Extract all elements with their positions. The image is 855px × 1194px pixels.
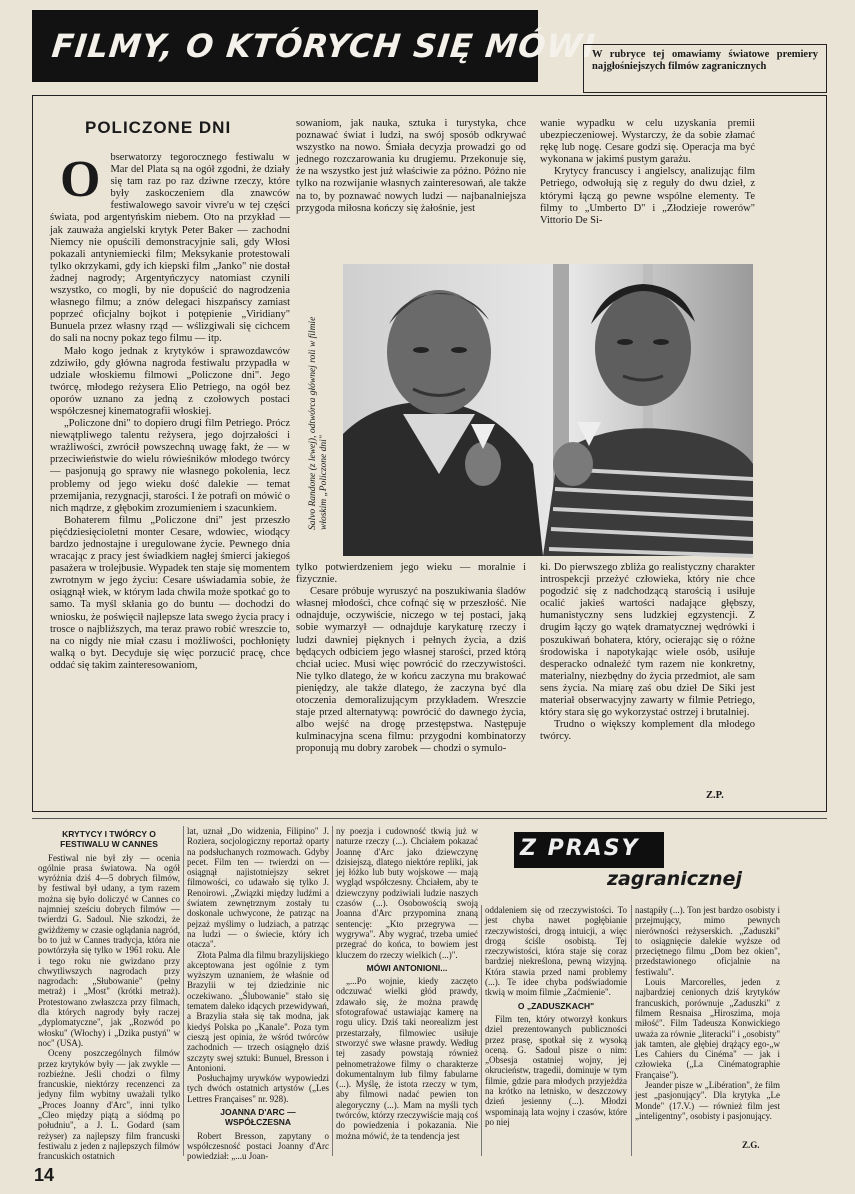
article-signature: Z.P. (706, 790, 724, 801)
rubric-note: W rubryce tej omawiamy światowe premiery najgłośniejszych filmów zagranicznych (583, 44, 827, 93)
photo-caption: Salvo Randone (z lewej), odtwórca głównej roli w filmie włoskim „Policzone dni" (308, 316, 329, 530)
press-logo-title: Z PRASY (520, 836, 640, 861)
paragraph: nastąpiły (...). Ton jest bardzo osobisty i przejmujący, mimo pewnych nierówności reżyserskich. „Zaduszki" to osiągnięcie dalekie wyższe od przeciętnego filmu „Dom bez okien", przedstawionego oficjalnie na festiwalu". (635, 905, 780, 977)
paragraph: oddaleniem się od rzeczywistości. To jest chyba nawet pogłębianie rzeczywistości, drogą intuicji, a więc drogą ściśle osobistą. Tej rzeczywistości, która staje się coraz bardziej niekreślona, pewną wizyjną. Która stawia przed nami problemy (...). Te idee chyba podświadomie tkwią w moim filmie „Zaćmienie". (485, 905, 627, 998)
column-rule (332, 826, 333, 1156)
paragraph: Festiwal nie był zły — ocenia ogólnie prasa światowa. Na ogół wyróżnia dziś 4—5 dobrych filmów, by festiwal był udany, a tym razem można się było doliczyć w Cannes co najmniej sześciu dobrych filmów — twierdzi G. Sadoul. Nie szkodzi, że gwiżdżemy w czasie oglądania nagród, bo to już w Cannes tradycja, która nie powtórzyła się tylko w 1961 roku. Ale i tego roku nie gwizdano przy chwytliwszych nagrodach przy nagrodach: „Słubowanie" (pełny metraż) i „Most" (krótki metraż). Protestowano zwłaszcza przy filmach, dla których nagrody były raczej „dyplomatyczne", jak „Rozwód po włosku" (Włochy) i „Dzika pustyń" w noc" (USA). (38, 852, 180, 1048)
paragraph: Bohaterem filmu „Policzone dni" jest przeszło pięćdziesięcioletni monter Cesare, wdowiec, wiodący bardzo jednostajne i uregulowane życie. Pewnego dnia wracając z pracy jest świadkiem nagłej śmierci jakiegoś pasażera w trolejbusie. Wypadek ten staje się momentem zwrotnym w jego życiu: Cesare uświadamia sobie, że osiągnął wiek, w którym lada chwila może spotkać go to samo. Ta myśl skłania go do buntu — dochodzi do wniosku, że poświęcił najlepsze lata swego życia pracy i trosce o najbliższych, ma teraz prawo robić wreszcie to, na co nigdy nie miał czasu i możliwości, pochłonięty walką o byt. Decyduje się więc porzucić pracę, chce oddać się takim zainteresowaniom, (50, 514, 290, 671)
paragraph: Krytycy francuscy i angielscy, analizując film Petriego, odwołują się z reguły do dwu dzieł, z którymi łączą go pewne wspólne elementy. Te filmy to „Umberto D" i „Złodzieje rowerów" Vittorio De Si- (540, 166, 755, 226)
press-column-2 (187, 826, 329, 1162)
paragraph: ki. Do pierwszego zbliża go realistyczny charakter introspekcji przeżyć człowieka, który nie chce pogodzić się z nadchodzącą starością i usiłuje ocalić jakieś wartości nadające głębszy, humanistyczny sens ludzkiej egzystencji. Z drugim łączy go wątek dramatycznej wędrówki i poszukiwań bohatera, który, ocierając się o różne środowiska i napotykając wiele osób, usiłuje desperacko odnaleźć tym razem nie konkretny, materialny, niezbędny do życia przedmiot, ale sam sens życia. Na miarę zaś obu dzieł De Siki jest materiał obserwacyjny zawarty w filmie Petriego, który stara się go wykorzystać ostrzej i brutalniej. (540, 562, 755, 719)
paragraph: bserwatorzy tegorocznego festiwalu w Mar del Plata są na ogół zgodni, że działy się tam raz po raz dziwne rzeczy, które były zaskoczeniem dla znawców festiwalowego savoir vivre'u w tej części świata, pod argentyńskim niebem. Oto na przykład — jak zauważa angielski krytyk Peter Baker — zachodni Niemcy nie opuścili demonstracyjnie sali, gdy Włosi pokazali antyniemiecki film; Meksykanie protestowali tylko okrzykami, gdy ich kiepski film „Janko" nie dostał żadnej nagrody; Argentyńczycy natomiast czynili wszystko, co mogli, by nie dopuścić do nagrodzenia własnego filmu; a znów delegaci hiszpańscy zamiast poprzeć oficjalny bojkot i potępienie „Viridiany" Bunuela przez własny rząd — wślizgiwali się cichcem do sali na nocny pokaz tego filmu — itp. (50, 152, 290, 345)
press-logo-subtitle: zagranicznej (607, 868, 742, 890)
press-column-5 (635, 905, 780, 1137)
paragraph: „Policzone dni" to dopiero drugi film Petriego. Prócz niewątpliwego talentu reżysera, jego dojrzałości i wrażliwości, zwrócił powszechną uwagę fakt, że — w przeciwieństwie do wielu rówieśników młodego twórcy — pasjonują go sprawy nie własnego pokolenia, lecz problemy od jego wieku dość dalekie — temat przemijania, rezygnacji, starości. I że potrafi on mówić o nich mądrze, z głębokim zrozumieniem i szacunkiem. (50, 418, 290, 514)
press-column-4 (485, 905, 627, 1156)
section-banner (32, 10, 598, 82)
paragraph: „...Po wojnie, kiedy zaczęto odczuwać wielki głód prawdy, zdawało się, że można prawdę sfotografować ustawiając kamerę na rogu ulicy. Dziś taki neorealizm jest przestarzały, filmowiec usiłuje stworzyć swe własne prawdy. Według tej zasady powstają również pełnometrażowe filmy o charakterze dokumentalnym lub filmy fabularne (...). Myślę, że istota rzeczy w tym, aby filmowi nadać pewien ton alegoryczny (...). Mam na myśli tych twórców, którzy rzeczywiście mają coś do powiedzenia i pokazania. Nie można mówić, że ta tendencja jest (336, 976, 478, 1141)
paragraph: Jeander pisze w „Libération", że film jest „pasjonujący". Dla krytyka „Le Monde" (17.V.) — również film jest „inteligentny", osobisty i pasjonujący. (635, 1080, 780, 1121)
column-rule (631, 905, 632, 1156)
paragraph: Trudno o większy komplement dla młodego twórcy. (540, 719, 755, 743)
film-still-photo (343, 264, 753, 556)
article-column-2-bottom (296, 562, 526, 808)
paragraph: Posłuchajmy urywków wypowiedzi tych dwóch ostatnich artystów („Les Lettres Françaises" nr. 928). (187, 1073, 329, 1104)
article-column-1 (50, 152, 290, 808)
article-title: POLICZONE DNI (85, 118, 232, 137)
drop-cap: O (60, 151, 101, 208)
paragraph: Film ten, który otworzył konkurs dziel prezentowanych publiczności przez prasę, spotkał się z wysoką oceną. G. Sadoul pisze o nim: „Obsesja ostatniej wojny, jej okrucieństw, tragedii, dominuje w tym filmie, gdzie para młodych przyjeżdża na krótko na letnisko, w deszczowy dzień jesienny (...). Młodzi wspominają lata wojny i czasów, które po niej (485, 1013, 627, 1127)
paragraph: sowaniom, jak nauka, sztuka i turystyka, chce poznawać świat i ludzi, na swój sposób odkrywać wszystko na nowo. Śmiała decyzja prowadzi go od jednego rozczarowania ku drugiemu. Przekonuje się, że na wszystko jest już właściwie za późno. Późno nie tylko na rozwijanie własnych zainteresowań, ale także na to, by poznawać nowych ludzi — najbanalniejsza przygoda miłosna kończy się żałośnie, jest (296, 118, 526, 214)
paragraph: Oceny poszczególnych filmów przez krytyków były — jak zwykle — rozbieżne. Jeśli chodzi o filmy francuskie, niektórzy recenzenci za jedyny film wybitny uważali tylko „Proces Joanny d'Arc", inni tylko „Cleo między piątą a siódmą po południu", a J. L. Godard (sam reżyser) za najlepszy film francuski festiwalu z jeden z najlepszych filmów francuskich ostatnich (38, 1048, 180, 1162)
paragraph: Złota Palma dla filmu brazylijskiego akceptowana jest ogólnie z tym wyższym uznaniem, że właśnie od Brazylii w tej dziedzinie nic oczekiwano. „Ślubowanie" stało się tematem daleko idących przewidywań, a Brazylia stała się tak modna, jak kiedyś Polska po „Kanale". Poza tym cieszą jest opinia, że wśród twórców zachodnich — trzech osiągnęło dziś szczyty swej sztuki: Bunuel, Bresson i Antonioni. (187, 949, 329, 1073)
section-divider (32, 818, 827, 819)
paragraph: Mało kogo jednak z krytyków i sprawozdawców zdziwiło, gdy główna nagroda festiwalu przypadła w udziale włoskiemu filmowi „Policzone dni". Jego twórcę, młodego reżysera Elio Petriego, na ogół bez oporów uznano za jedną z czołowych postaci współczesnej kinematografii włoskiej. (50, 345, 290, 417)
press-heading-antonioni: MÓWI ANTONIONI... (366, 962, 448, 973)
paragraph: ny poezja i cudowność tkwią już w naturze rzeczy (...). Chciałem pokazać Joannę d'Arc jako dziewczynę dzisiejszą, dlatego niektóre repliki, jak jej łóżko lub buty wojskowe — mają wygląd współczesny. Chciałem, aby te dziewczyny podziwiali ludzie naszych czasów (...). Osobowością swoją Joanna d'Arc przypomina znaną sentencję: „Kto przegrywa — wygrywa". Aby wygrać, trzeba umieć przegrać do końca, to bowiem jest kluczem do rzeczy wielkich (...)". (336, 826, 478, 960)
paragraph: lat, uznał „Do widzenia, Filipino" J. Roziera, socjologiczny reportaż oparty na podsłuchanych rozmowach. Gdyby pecet. Film ten — twierdzi on — osiągnął najistotniejszy sekret filmowości, co udawało się tylko J. Renoirowi. „Związki między ludźmi a światem zewnętrznym zostały tu doskonale uchwycone, że patrząc na pejzaż myślimy o ludziach, a patrząc na ludzi — o świecie, który ich otacza". (187, 826, 329, 950)
article-column-3-bottom (540, 562, 755, 784)
press-column-1 (38, 826, 180, 1162)
article-column-3-top (540, 118, 755, 260)
paragraph: wanie wypadku w celu uzyskania premii ubezpieczeniowej. Wystarczy, że da sobie złamać rękę lub nogę. Cesare godzi się. Operacja ma być wykonana w jakimś pustym garażu. (540, 118, 755, 166)
paragraph: Robert Bresson, zapytany o współczesność postaci Joanny d'Arc powiedział: „...u Joan- (187, 1130, 329, 1162)
paragraph: tylko potwierdzeniem jego wieku — moralnie i fizycznie. (296, 562, 526, 586)
press-heading-joanna: JOANNA D'ARC — WSPÓŁCZESNA (220, 1107, 296, 1128)
banner-title: FILMY, O KTÓRYCH SIĘ MÓWI (50, 27, 598, 65)
film-still-image (343, 264, 753, 556)
press-heading-zaduszki: O „ZADUSZKACH" (517, 1000, 595, 1011)
page-number: 14 (34, 1165, 55, 1185)
column-rule (183, 826, 184, 1156)
press-heading-cannes: KRYTYCY I TWÓRCY O FESTIWALU W CANNES (60, 829, 158, 850)
article-column-2-top (296, 118, 526, 260)
press-signature: Z.G. (742, 1140, 760, 1150)
paragraph: Louis Marcorelles, jeden z najbardziej cenionych dziś krytyków francuskich, porównuje „Zaduszki" z filmem Resnaisa „Hiroszima, moja miłość". Film Tadeusza Konwickiego uważa za równie „literacki" i „osobisty" jak tamten, ale głębiej drążący ego-„w Les Cahiers du Cinéma" — jak i człowieka („La Cinématographie Française"). (635, 977, 780, 1080)
paragraph: Cesare próbuje wyruszyć na poszukiwania śladów własnej młodości, chce cofnąć się w przeszłość. Nie odnajduje, oczywiście, niczego w tej postaci, jaką sobie wymarzył — odnajduje karykaturę rzeczy i ludzi dawniej pięknych i pełnych życia, a dziś będących odbiciem jego własnej starości, przed którą chciał uciec. Musi więc powrócić do rzeczywistości. Nie tylko dlatego, że w końcu zaczyna mu brakować pieniędzy, ale także dlatego, że zaczyna być dla otoczenia demoralizującym przykładem. Wreszcie staje przed alternatywą: powrócić do dawnego życia, albo wejść na drogę przestępstwa. Następuje kulminacyjna scena filmu: przygodni kombinatorzy proponują mu dobry zarobek — chodzi o symulo- (296, 586, 526, 755)
press-column-3 (336, 826, 478, 1156)
column-rule (481, 905, 482, 1156)
